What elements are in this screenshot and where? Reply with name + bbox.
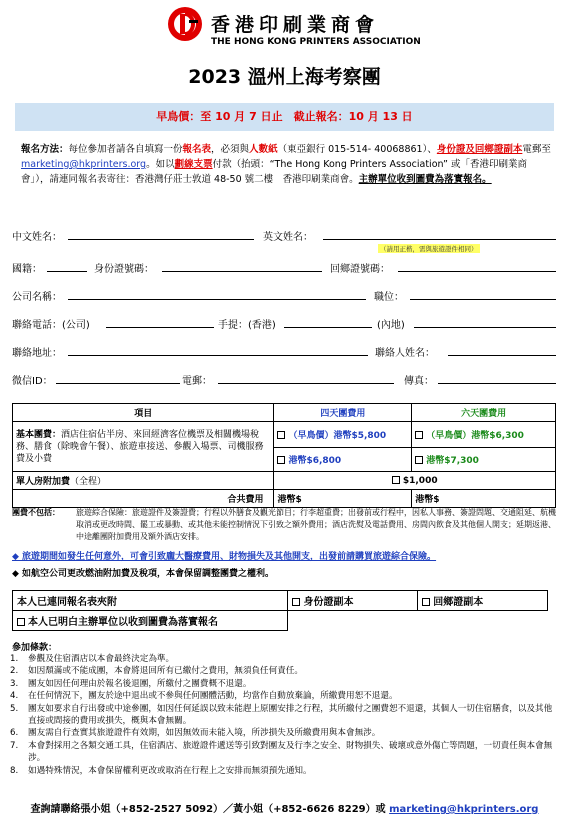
terms-heading: 參加條款： — [12, 643, 58, 653]
form-row-phone — [12, 314, 556, 330]
position-label: 職位： — [374, 292, 404, 303]
form-row-contact — [12, 370, 556, 386]
checkbox[interactable] — [292, 598, 300, 606]
nationality-field[interactable] — [47, 258, 87, 272]
method-label: 報名方法： — [21, 144, 69, 155]
term-item: 6. 團友需自行查實其旅遊證件有效期，如因無效而未能入境，所涉損失及所繳費用與本會無涉。 — [10, 728, 381, 739]
page-title: 2023 溫州上海考察團 — [188, 66, 381, 88]
checkbox[interactable] — [415, 456, 423, 464]
method-text: 電郵至 — [522, 144, 551, 155]
reentry-copy-label: 回鄉證副本 — [433, 597, 484, 608]
reentry-no-label: 回鄉證號碼： — [330, 264, 390, 275]
checkbox[interactable] — [277, 456, 285, 464]
method-text: 付款（抬頭：“The Hong Kong Printers Association” 或「香港印刷業商會」），請連同報名表寄往：香港灣仔莊士敦道 48-50 號二樓 香港印刷業商會。 — [21, 159, 527, 185]
reentry-no-field[interactable] — [398, 258, 556, 272]
early-6day-option[interactable] — [412, 422, 556, 448]
term-item: 7. 本會對採用之各類交通工具，住宿酒店、旅遊證件遞送等引致對團友及行李之安全、財物損失、破壞或意外傷亡等問題，一切責任與本會無涉。 — [10, 740, 558, 765]
nationality-label: 國籍： — [12, 264, 42, 275]
cn-name-field[interactable] — [68, 226, 254, 240]
company-field[interactable] — [68, 286, 366, 300]
header-item: 項目 — [13, 404, 274, 422]
id-copy-option[interactable] — [288, 591, 418, 611]
email-field[interactable] — [218, 370, 394, 384]
position-field[interactable] — [410, 286, 556, 300]
method-cheque: 劃線支票 — [174, 159, 213, 170]
en-name-field[interactable] — [323, 226, 556, 240]
deadline-banner: 早鳥價：至 10 月 7 日止 截止報名：10 月 13 日 — [15, 103, 554, 131]
regular-6day-option[interactable] — [412, 448, 556, 472]
company-label: 公司名稱： — [12, 292, 62, 303]
form-row-names — [12, 226, 556, 242]
mainland-phone-field[interactable] — [414, 314, 556, 328]
term-text: 如遇特殊情況，本會保留權利更改或取消在行程上之安排而無須預先通知。 — [28, 765, 312, 776]
enquiry-footer — [0, 800, 569, 815]
hk-mobile-field[interactable] — [284, 314, 372, 328]
regular-4day-option[interactable] — [274, 448, 412, 472]
exclusions — [12, 507, 556, 543]
term-item: 3. 團友如因任何理由於報名後退團，所繳付之團費概不退還。 — [10, 678, 252, 689]
exclusions-label: 團費不包括： — [12, 508, 60, 517]
checkbox[interactable] — [392, 476, 400, 484]
term-item: 2. 如因頹滿或不能成團，本會將退回所有已繳付之費用，無須負任何責任。 — [10, 666, 304, 677]
single-room-label: 單人房附加費 — [16, 477, 71, 487]
checkbox[interactable] — [17, 618, 25, 626]
exclusions-text: 旅遊綜合保險：旅遊證件及簽證費；行程以外膳食及觀光節目；行李超重費；出發前或行程中，因私人事務、簽證問題、交通阻延、航機取消或更改時間、罷工或暴動、或其他未能控制情況下引致之額外費用；酒店洗熨及電話費用、房間內飲食及其他個人開支；延期返港、中途離團附加費用及額外酒店安排。 — [76, 508, 556, 541]
empty-cell — [288, 611, 548, 631]
basic-fee-desc: 酒店住宿佔半房、來回經濟客位機票及相關機場稅務、膳食（除晚會午餐）、旅遊車接送、參觀入場票、司機服務費及小費 — [16, 429, 264, 464]
total-6day[interactable]: 港幣$ — [412, 490, 556, 508]
id-copy-label: 身份證副本 — [303, 597, 354, 608]
checkbox[interactable] — [415, 431, 423, 439]
org-name-cn: 香港印刷業商會 — [211, 14, 380, 36]
single-room-option[interactable] — [274, 472, 556, 490]
id-no-field[interactable] — [162, 258, 322, 272]
header-4day: 四天團費用 — [274, 404, 412, 422]
fees-table — [12, 403, 556, 508]
method-form: 報名表 — [182, 144, 212, 155]
checkbox[interactable] — [422, 598, 430, 606]
single-room-note: （全程） — [70, 477, 107, 487]
method-id-copies: 身份證及回鄉證副本 — [436, 144, 523, 155]
method-text: ，必須與 — [211, 144, 250, 155]
fax-field[interactable] — [438, 370, 556, 384]
regular-4day-price: 港幣$6,800 — [288, 456, 342, 466]
org-name-en: THE HONG KONG PRINTERS ASSOCIATION — [211, 37, 421, 47]
address-label: 聯絡地址： — [12, 348, 62, 359]
term-item: 8. 如遇特殊情況，本會保留權利更改或取消在行程上之安排而無須預先通知。 — [10, 765, 312, 776]
fax-label: 傳真： — [404, 376, 434, 387]
form-row-company — [12, 286, 556, 302]
method-confirm: 主辦單位收到圖費為落實報名。 — [358, 174, 492, 185]
id-no-label: 身份證號碼： — [94, 264, 154, 275]
early-4day-price: （早鳥價）港幣$5,800 — [288, 431, 387, 441]
term-text: 本會對採用之各類交通工具，住宿酒店、旅遊證件遞送等引致對團友及行李之安全、財物損失、破壞或意外傷亡等問題，一切責任與本會無涉。 — [28, 740, 553, 764]
term-text: 在任何情況下，團友於途中退出或不參與任何團體活動，均當作自動放棄論，所繳費用恕不退還。 — [28, 691, 398, 702]
contact-label: 聯絡人姓名： — [375, 348, 435, 359]
en-name-label: 英文姓名： — [263, 232, 313, 243]
address-field[interactable] — [68, 342, 368, 356]
wechat-label: 微信ID： — [12, 376, 53, 387]
term-text: 團友如要求自行出發或中途參團，如因任何延誤以致未能趕上原團安排之行程，其所繳付之團費恕不退還，其個人一切住宿膳食，以及其他直接或間接的費用或損失，概與本會無關。 — [28, 703, 553, 727]
method-slip: 人數紙 — [249, 144, 278, 155]
term-text: 團友需自行查實其旅遊證件有效期，如因無效而未能入境，所涉損失及所繳費用與本會無涉。 — [28, 728, 381, 739]
early-6day-price: （早鳥價）港幣$6,300 — [426, 431, 524, 441]
header-6day: 六天團費用 — [412, 404, 556, 422]
cn-name-label: 中文姓名： — [12, 232, 62, 243]
association-logo-icon — [167, 6, 203, 42]
office-phone-field[interactable] — [106, 314, 214, 328]
confirm-option[interactable] — [13, 611, 288, 631]
term-text: 如因頹滿或不能成團，本會將退回所有已繳付之費用，無須負任何責任。 — [28, 666, 304, 677]
email-link[interactable]: marketing@hkprinters.org — [21, 159, 147, 170]
confirm-label: 本人已明白主辦單位以收到圖費為落實報名 — [28, 617, 218, 628]
registration-method — [21, 142, 553, 187]
attachments-table — [12, 590, 548, 631]
mobile-label: 手提：(香港) — [218, 320, 276, 331]
total-4day[interactable]: 港幣$ — [274, 490, 412, 508]
method-text: 。如以 — [146, 159, 175, 170]
reentry-copy-option[interactable] — [418, 591, 548, 611]
term-item: 5. 團友如要求自行出發或中途參團，如因任何延誤以致未能趕上原團安排之行程，其所繳付之團費恕不退還，其個人一切住宿膳食，以及其他直接或間接的費用或損失，概與本會無關。 — [10, 703, 558, 728]
method-bank: （東亞銀行 015-514- 40068861）、 — [277, 144, 437, 155]
mainland-label: (內地) — [377, 320, 405, 331]
form-row-address — [12, 342, 556, 358]
footer-email-link[interactable]: marketing@hkprinters.org — [389, 804, 539, 815]
total-label: 合共費用 — [13, 490, 274, 508]
phone-label: 聯絡電話：(公司) — [12, 320, 90, 331]
early-4day-option[interactable] — [274, 422, 412, 448]
surcharge-notice: ◆ 如航空公司更改燃油附加費及稅項，本會保留調整團費之權利。 — [12, 569, 275, 579]
term-text: 團友如因任何理由於報名後退團，所繳付之團費概不退還。 — [28, 678, 252, 689]
term-item: 4. 在任何情況下，團友於途中退出或不參與任何團體活動，均當作自動放棄論，所繳費用恕不退還。 — [10, 691, 398, 702]
email-label: 電郵： — [182, 376, 212, 387]
form-row-ids — [12, 258, 556, 274]
method-text: 每位參加者請各自填寫一份 — [68, 144, 183, 155]
header — [167, 6, 421, 54]
attach-label: 本人已連同報名表夾附 — [13, 591, 288, 611]
single-room-cell — [13, 472, 274, 490]
single-room-price: $1,000 — [402, 475, 438, 486]
enquiry-text: 查詢請聯絡張小姐（+852-2527 5092）／黃小姐（+852-6626 8229）或 — [30, 804, 390, 815]
contact-field[interactable] — [448, 342, 556, 356]
terms-list — [10, 653, 558, 777]
basic-fee-cell — [13, 422, 274, 472]
term-item: 1. 參觀及住宿酒店以本會最終決定為準。 — [10, 654, 175, 664]
name-note: （請用正楷，需與旅遊證件相同） — [380, 245, 478, 253]
basic-fee-label: 基本團費： — [16, 429, 62, 440]
regular-6day-price: 港幣$7,300 — [426, 456, 479, 466]
term-text: 參觀及住宿酒店以本會最終決定為準。 — [28, 654, 175, 664]
insurance-notice: ◆ 旅遊期間如發生任何意外，可會引致龐大醫療費用、財物損失及其他開支，出發前請購買旅遊綜合保險。 — [12, 552, 437, 562]
checkbox[interactable] — [277, 431, 285, 439]
wechat-field[interactable] — [56, 370, 180, 384]
